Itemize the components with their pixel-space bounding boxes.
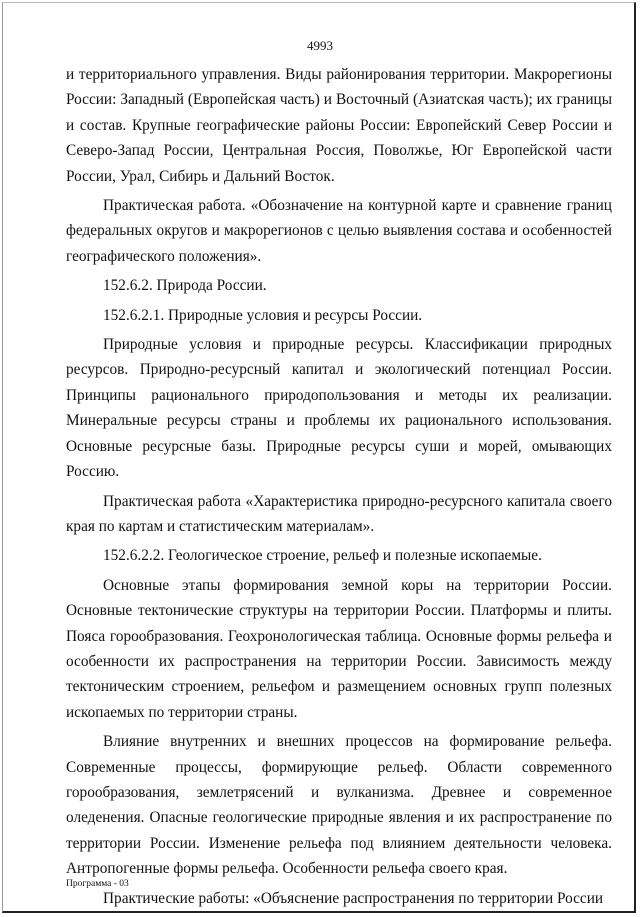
- subsection-heading-geology: 152.6.2.2. Геологическое строение, рельеф и полезные ископаемые.: [103, 547, 542, 565]
- document-body: [66, 62, 612, 911]
- paragraph-tectonics: Основные этапы формирования земной коры на территории России. Основные тектонические структуры на территории России. Платформы и плиты. Пояса горообразования. Геохронологическая таблица. Основные формы рельефа и особенности их распространения на территории России. Зависимость между тектоническим строением, рельефом и размещением основных групп полезных ископаемых по территории страны.: [66, 576, 612, 721]
- paragraph-practical-work-1: Практическая работа. «Обозначение на контурной карте и сравнение границ федеральных округов и макрорегионов с целью выявления состава и особенностей географического положения».: [66, 197, 612, 265]
- paragraph-regionalization: и территориального управления. Виды районирования территории. Макрорегионы России: Западный (Европейская часть) и Восточный (Азиатская часть); их границы и состав. Крупные географические районы России: Европейский Север России и Северо-Запад России, Центральная Россия, Поволжье, Юг Европейской части России, Урал, Сибирь и Дальний Восток.: [66, 66, 612, 185]
- paragraph-relief-processes: Влияние внутренних и внешних процессов на формирование рельефа. Современные процессы, формирующие рельеф. Области современного горообразования, землетрясений и вулканизма. Древнее и современное оледенения. Опасные геологические природные явления и их распространение по территории России. Изменение рельефа под влиянием деятельности человека. Антропогенные формы рельефа. Особенности рельефа своего края.: [66, 733, 612, 878]
- paragraph-practical-work-2: Практическая работа «Характеристика природно-ресурсного капитала своего края по картам и статистическим материалам».: [66, 492, 612, 535]
- paragraph-natural-resources: Природные условия и природные ресурсы. Классификации природных ресурсов. Природно-ресурсный капитал и экологический потенциал России. Принципы рационального природопользования и методы их реализации. Минеральные ресурсы страны и проблемы их рационального использования. Основные ресурсные базы. Природные ресурсы суши и морей, омывающих Россию.: [66, 336, 612, 481]
- section-heading-nature: 152.6.2. Природа России.: [103, 277, 267, 295]
- paragraph-practical-works-3: Практические работы: «Объяснение распространения по территории России: [103, 889, 604, 907]
- subsection-heading-conditions: 152.6.2.1. Природные условия и ресурсы России.: [103, 306, 423, 324]
- page-number: 4993: [307, 38, 333, 53]
- footer-label: Программа - 03: [66, 879, 129, 889]
